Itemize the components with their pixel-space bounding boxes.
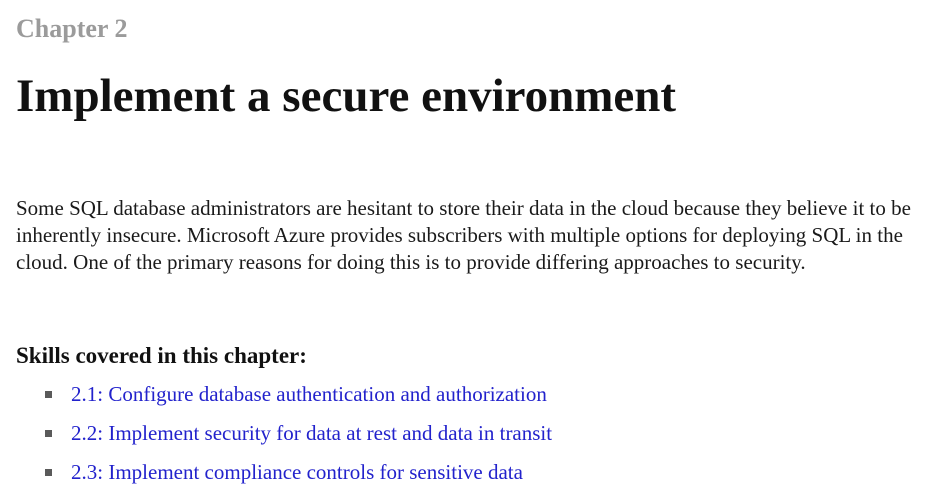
- list-item: [0, 417, 552, 456]
- square-bullet-icon: [45, 391, 52, 398]
- list-item: [0, 378, 552, 417]
- square-bullet-icon: [45, 469, 52, 476]
- skill-link-2-1[interactable]: 2.1: Configure database authentication and authorization: [71, 382, 547, 406]
- skills-list: [0, 378, 552, 495]
- chapter-number: Chapter 2: [16, 14, 128, 43]
- list-item: [0, 456, 552, 495]
- skills-heading: Skills covered in this chapter:: [16, 343, 307, 368]
- square-bullet-icon: [45, 430, 52, 437]
- skill-link-2-2[interactable]: 2.2: Implement security for data at rest and data in transit: [71, 421, 553, 445]
- skill-link-2-3[interactable]: 2.3: Implement compliance controls for sensitive data: [71, 460, 523, 484]
- chapter-title: Implement a secure environment: [16, 70, 677, 122]
- intro-paragraph: Some SQL database administrators are hesitant to store their data in the cloud because they believe it to be inherently insecure. Microsoft Azure provides subscribers with multiple options for deploying SQL in the cloud. One of the primary reasons for doing this is to provide differing approaches to security.: [16, 196, 911, 274]
